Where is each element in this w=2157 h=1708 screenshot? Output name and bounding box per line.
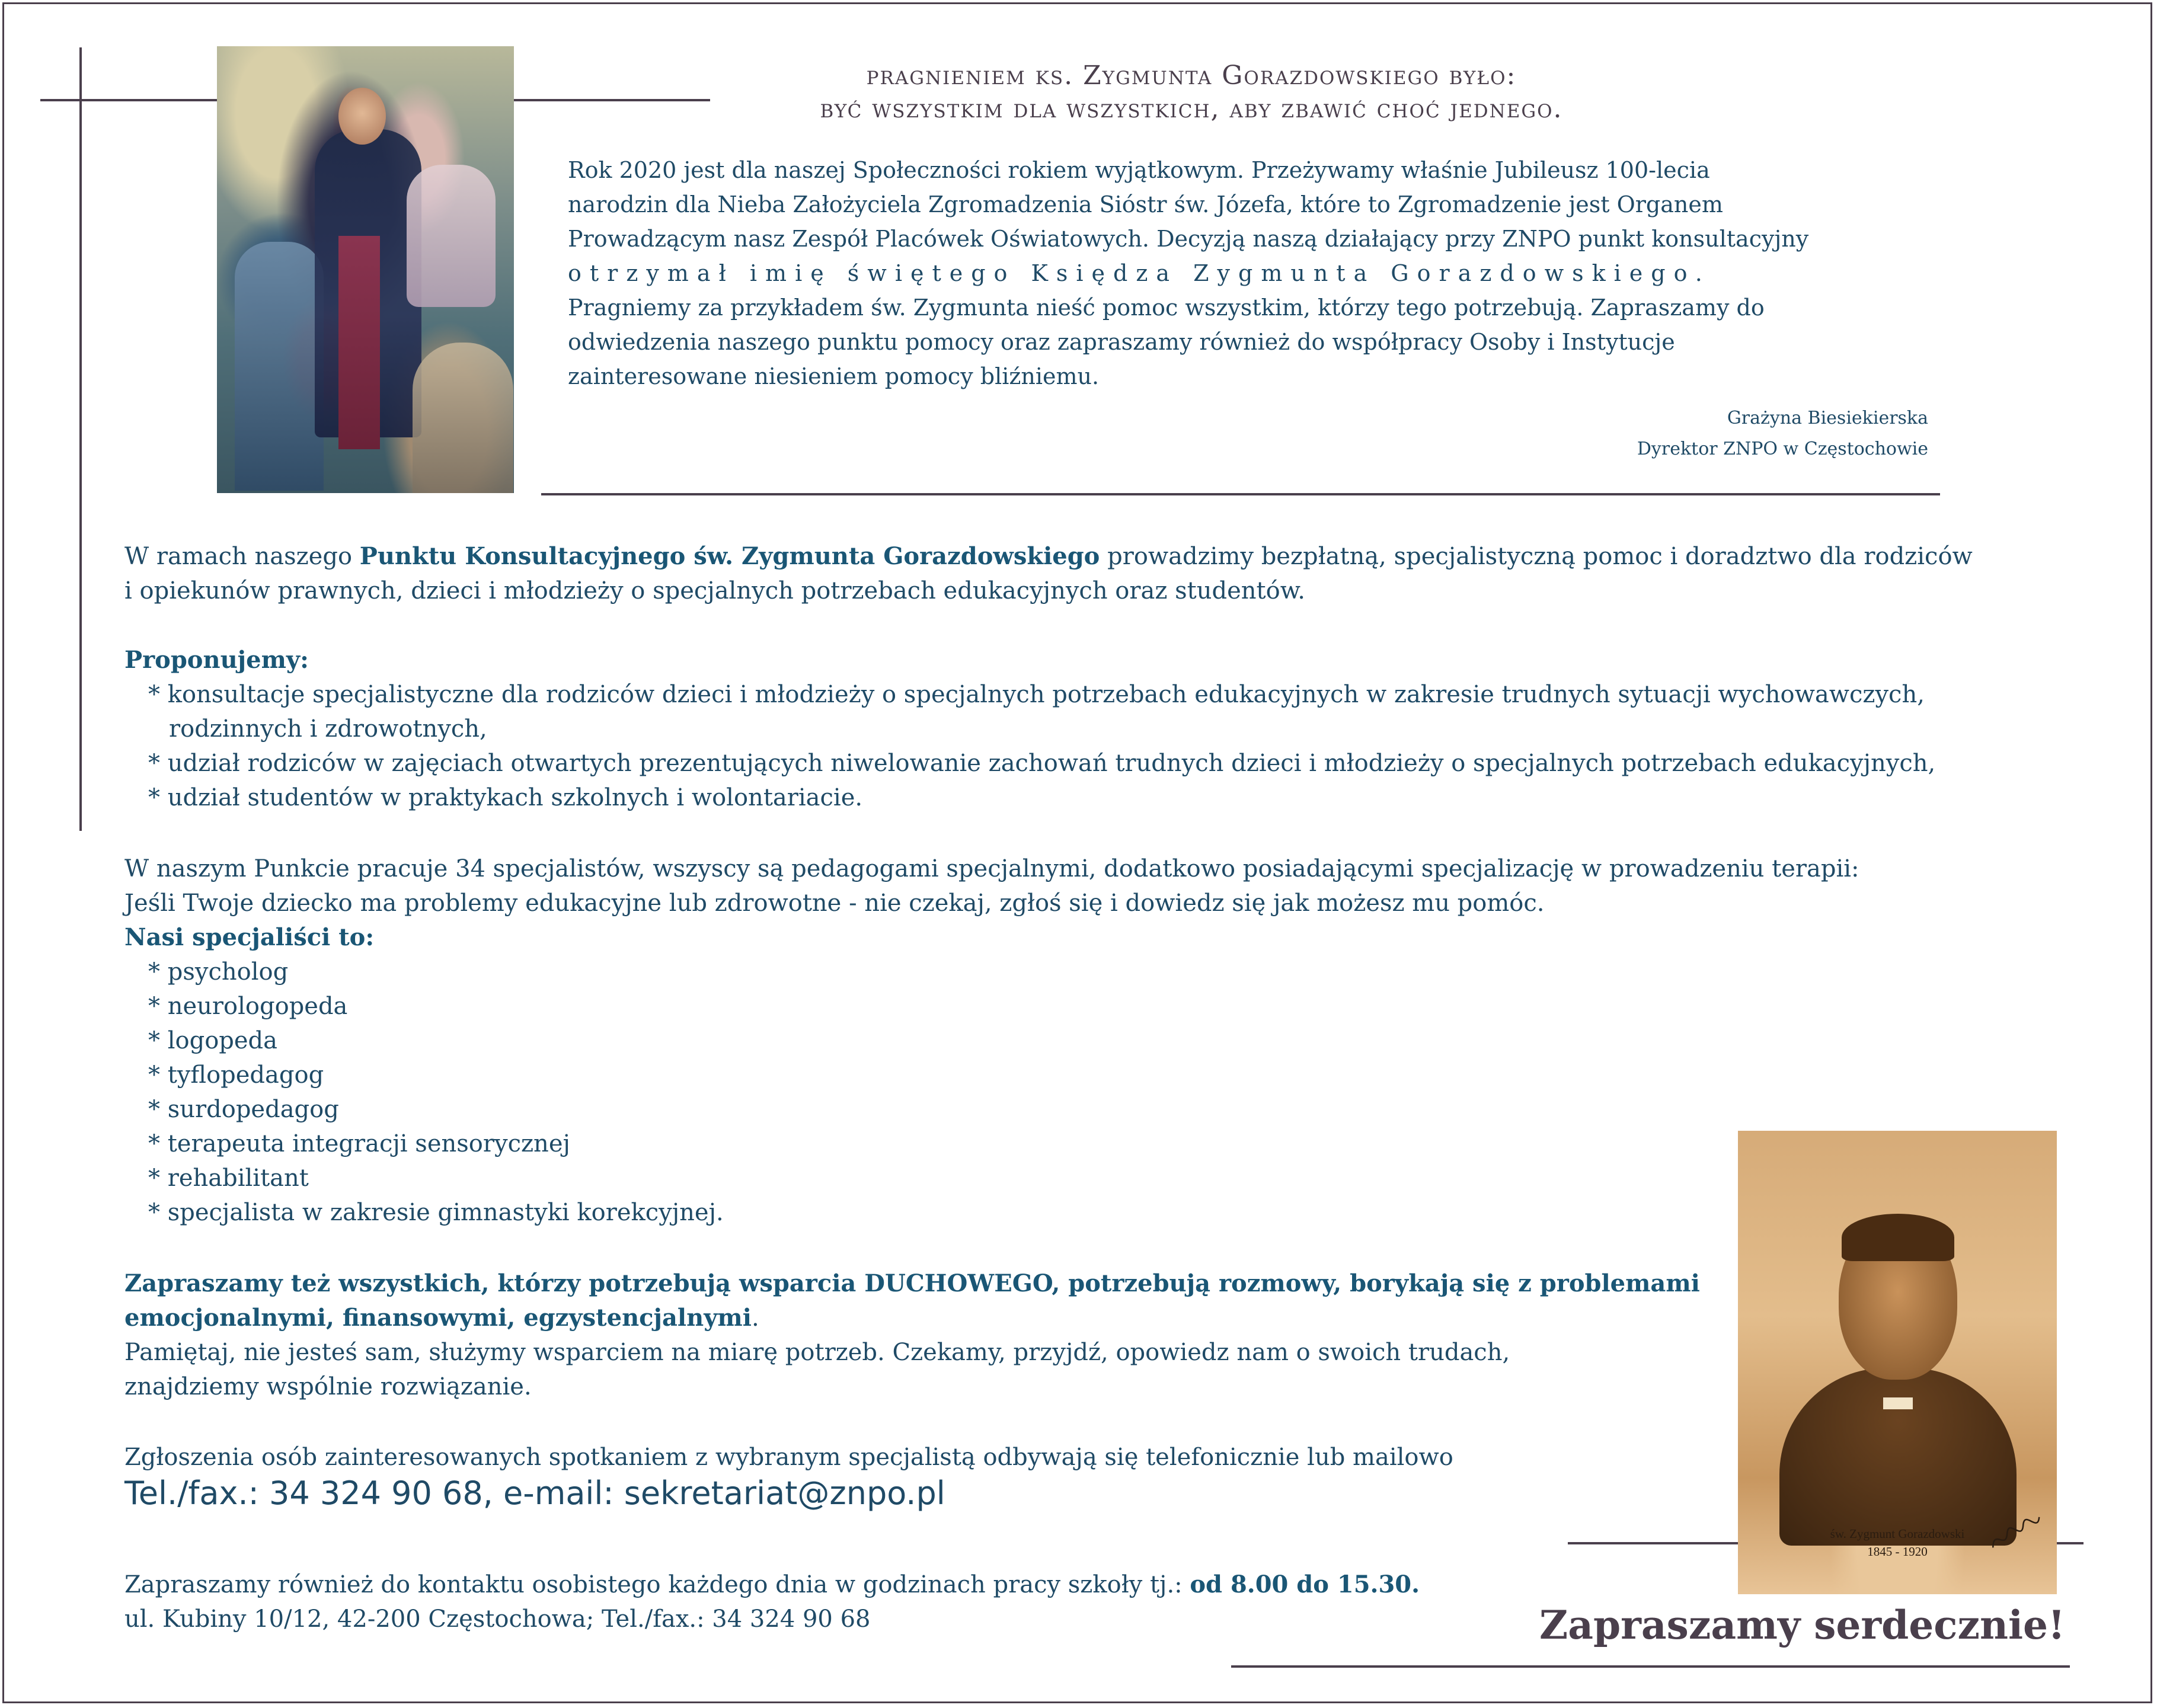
painting-woman-figure — [407, 165, 496, 307]
header-title-line1: pragnieniem ks. Zygmunta Gorazdowskiego było: — [866, 60, 1517, 91]
specialist-item: * rehabilitant — [148, 1165, 309, 1192]
hours-bold: od 8.00 do 15.30. — [1190, 1571, 1420, 1598]
intro-line3: Prowadzącym nasz Zespół Placówek Oświatowych. Decyzją naszą działający przy ZNPO punkt konsultacyjny — [568, 226, 1809, 252]
author-role: Dyrektor ZNPO w Częstochowie — [1637, 439, 1928, 459]
painting-elder-figure — [413, 343, 513, 493]
painting-sash — [338, 236, 380, 449]
paragraph-1-bold: Punktu Konsultacyjnego św. Zygmunta Gorazdowskiego — [359, 542, 1100, 570]
specialists-intro-line2: Jeśli Twoje dziecko ma problemy edukacyjne lub zdrowotne - nie czekaj, zgłoś się i dowiedz się jak możesz mu pomóc. — [124, 890, 1545, 917]
portrait-body — [1779, 1368, 2017, 1546]
portrait-hair — [1842, 1214, 1954, 1261]
specialist-item: * logopeda — [148, 1027, 278, 1054]
saint-portrait-photo — [1738, 1131, 2057, 1594]
offer-item-continued: rodzinnych i zdrowotnych, — [169, 715, 487, 743]
paragraph-1-line2: i opiekunów prawnych, dzieci i młodzieży o specjalnych potrzebach edukacyjnych oraz studentów. — [124, 577, 1305, 604]
specialists-heading: Nasi specjaliści to: — [124, 923, 375, 951]
intro-paragraph — [568, 153, 1896, 394]
intro-line2: narodzin dla Nieba Założyciela Zgromadzenia Sióstr św. Józefa, które to Zgromadzenie jest Organem — [568, 191, 1723, 218]
specialist-item: * tyflopedagog — [148, 1061, 324, 1089]
offer-item: * konsultacje specjalistyczne dla rodziców dzieci i młodzieży o specjalnych potrzebach edukacyjnych w zakresie trudnych sytuacji wychowawczych, — [148, 681, 1925, 708]
invitation-bold-line1: Zapraszamy też wszystkich, którzy potrzebują wsparcia DUCHOWEGO, potrzebują rozmowy, borykają się z problemami — [124, 1269, 1700, 1297]
header-title-line2: być wszystkim dla wszystkich, aby zbawić choć jednego. — [820, 94, 1563, 124]
main-paragraph-1 — [124, 539, 1973, 608]
intro-line6: odwiedzenia naszego punktu pomocy oraz zapraszamy również do współpracy Osoby i Instytucje — [568, 329, 1675, 355]
specialist-item: * surdopedagog — [148, 1096, 339, 1123]
specialists-intro-line1: W naszym Punkcie pracuje 34 specjalistów, wszyscy są pedagogami specjalnymi, dodatkowo posiadającymi specjalizację w prowadzeniu terapii: — [124, 855, 1859, 882]
cross-vertical-rule — [79, 47, 82, 831]
offer-section — [124, 643, 1935, 815]
paragraph-1-pre: W ramach naszego — [124, 543, 360, 570]
remember-line1: Pamiętaj, nie jesteś sam, służymy wsparciem na miarę potrzeb. Czekamy, przyjdź, opowiedz nam o swoich trudach, — [124, 1339, 1510, 1366]
intro-line5: Pragniemy za przykładem św. Zygmunta nieść pomoc wszystkim, którzy tego potrzebują. Zapraszamy do — [568, 295, 1765, 321]
address-line: ul. Kubiny 10/12, 42-200 Częstochowa; Tel./fax.: 34 324 90 68 — [124, 1605, 871, 1633]
painting-boy-figure — [235, 242, 324, 491]
portrait-caption-name: św. Zygmunt Gorazdowski — [1830, 1527, 1965, 1541]
contact-phone-email[interactable]: Tel./fax.: 34 324 90 68, e-mail: sekretariat@znpo.pl — [124, 1474, 945, 1512]
portrait-collar — [1883, 1397, 1913, 1409]
closing-invitation: Zapraszamy serdecznie! — [1539, 1602, 2065, 1648]
portrait-caption-years: 1845 - 1920 — [1867, 1544, 1928, 1559]
invitation-line2 — [124, 1301, 1700, 1335]
specialist-item: * terapeuta integracji sensorycznej — [148, 1130, 570, 1157]
closing-underline-rule — [1231, 1665, 2070, 1668]
hours-pre: Zapraszamy również do kontaktu osobistego każdego dnia w godzinach pracy szkoły tj.: — [124, 1571, 1190, 1598]
saint-painting-image — [217, 46, 514, 493]
hours-section — [124, 1568, 1420, 1636]
apply-line: Zgłoszenia osób zainteresowanych spotkaniem z wybranym specjalistą odbywają się telefonicznie lub mailowo — [124, 1444, 1453, 1471]
offer-item: * udział rodziców w zajęciach otwartych prezentujących niwelowanie zachowań trudnych dzieci i młodzieży o specjalnych potrzebach edukacyjnych, — [148, 750, 1936, 777]
hours-line — [124, 1568, 1420, 1602]
header-title — [569, 59, 1814, 126]
painting-priest-head — [338, 88, 386, 145]
invitation-section — [124, 1266, 1700, 1404]
remember-line2: znajdziemy wspólnie rozwiązanie. — [124, 1373, 532, 1400]
offer-heading: Proponujemy: — [124, 646, 309, 674]
invitation-dot: . — [751, 1304, 759, 1332]
intro-line1: Rok 2020 jest dla naszej Społeczności rokiem wyjątkowym. Przeżywamy właśnie Jubileusz 100-lecia — [568, 157, 1710, 183]
intro-underline-rule — [541, 493, 1940, 495]
specialist-item: * psycholog — [148, 958, 289, 986]
paragraph-1-post: prowadzimy bezpłatną, specjalistyczną pomoc i doradztwo dla rodziców — [1100, 543, 1973, 570]
author-name: Grażyna Biesiekierska — [1727, 408, 1928, 428]
paragraph-1-line1 — [124, 539, 1973, 574]
invitation-bold-line2: emocjonalnymi, finansowymi, egzystencjalnymi — [124, 1304, 752, 1332]
specialist-item: * specjalista w zakresie gimnastyki korekcyjnej. — [148, 1199, 724, 1226]
intro-line4: otrzymał imię świętego Księdza Zygmunta Gorazdowskiego. — [568, 260, 1711, 286]
specialist-item: * neurologopeda — [148, 993, 348, 1020]
intro-line7: zainteresowane niesieniem pomocy bliźniemu. — [568, 363, 1100, 389]
specialists-section — [124, 852, 1859, 1230]
offer-item: * udział studentów w praktykach szkolnych i wolontariacie. — [148, 784, 863, 811]
